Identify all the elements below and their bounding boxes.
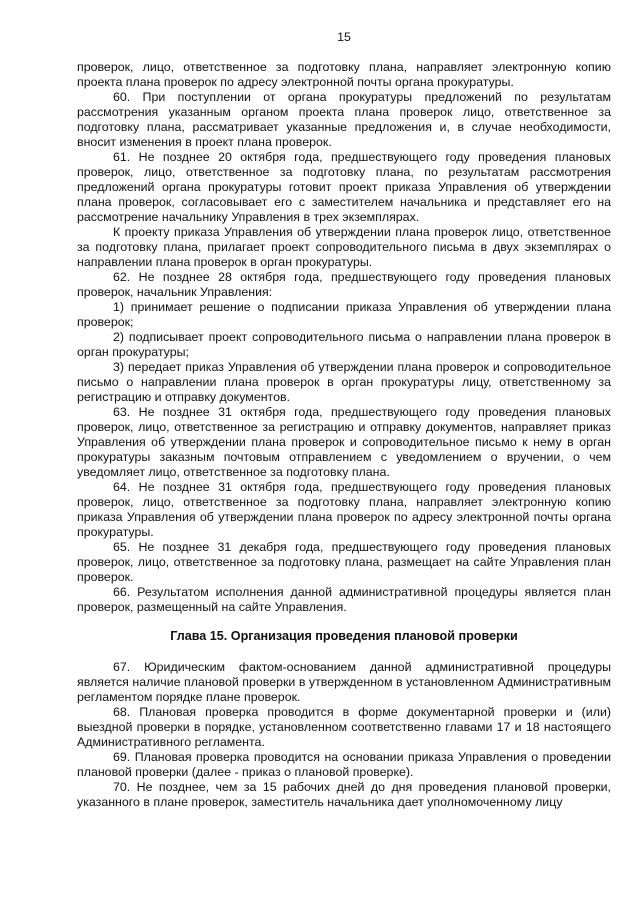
paragraph: К проекту приказа Управления об утверждении плана проверок лицо, ответственное за подготовку плана, прилагает проект сопроводительного письма в двух экземплярах о направлении плана проверок в орган прокуратуры. (77, 225, 611, 269)
paragraph: проверок, лицо, ответственное за подготовку плана, направляет электронную копию проекта плана проверок по адресу электронной почты органа прокуратуры. (77, 60, 611, 89)
paragraph: 63. Не позднее 31 октября года, предшествующего году проведения плановых проверок, лицо, ответственное за регистрацию и отправку документов, направляет приказ Управления об утверждении плана проверок и сопроводительное письмо к нему в орган прокуратуры заказным почтовым отправлением с уведомлением о вручении, о чем уведомляет лицо, ответственное за подготовку плана. (77, 405, 611, 479)
paragraph: 64. Не позднее 31 октября года, предшествующего году проведения плановых проверок, лицо, ответственное за подготовку плана, направляет электронную копию приказа Управления об утверждении плана проверок по адресу электронной почты органа прокуратуры. (77, 480, 611, 539)
chapter-heading: Глава 15. Организация проведения плановой проверки (170, 629, 518, 643)
paragraph: 62. Не позднее 28 октября года, предшествующего году проведения плановых проверок, начальник Управления: (77, 270, 611, 299)
paragraph: 68. Плановая проверка проводится в форме документарной проверки и (или) выездной проверки в порядке, установленном соответственно главами 17 и 18 настоящего Административного регламента. (77, 705, 611, 749)
list-item: 2) подписывает проект сопроводительного письма о направлении плана проверок в орган прокуратуры; (77, 330, 611, 359)
page-number: 15 (337, 30, 351, 44)
paragraph: 61. Не позднее 20 октября года, предшествующего году проведения плановых проверок, лицо, ответственное за подготовку плана, по результатам рассмотрения предложений органа прокуратуры готовит проект приказа Управления об утверждении плана проверок, согласовывает его с заместителем начальника и представляет его на рассмотрение начальнику Управления в трех экземплярах. (77, 150, 611, 224)
text-block-after (77, 660, 611, 810)
text-block-before (77, 60, 611, 615)
paragraph: 60. При поступлении от органа прокуратуры предложений по результатам рассмотрения указанным органом проекта плана проверок лицо, ответственное за подготовку плана, рассматривает указанные предложения и, в случае необходимости, вносит изменения в проект плана проверок. (77, 90, 611, 149)
list-item: 3) передает приказ Управления об утверждении плана проверок и сопроводительное письмо о направлении плана проверок в орган прокуратуры лицу, ответственному за регистрацию и отправку документов. (77, 360, 611, 404)
paragraph: 67. Юридическим фактом-основанием данной административной процедуры является наличие плановой проверки в утвержденном в установленном Административным регламентом порядке плане проверок. (77, 660, 611, 704)
paragraph: 69. Плановая проверка проводится на основании приказа Управления о проведении плановой проверки (далее - приказ о плановой проверке). (77, 750, 611, 779)
list-item: 1) принимает решение о подписании приказа Управления об утверждении плана проверок; (77, 300, 611, 329)
paragraph: 65. Не позднее 31 декабря года, предшествующего году проведения плановых проверок, лицо, ответственное за подготовку плана, размещает на сайте Управления план проверок. (77, 540, 611, 584)
paragraph: 66. Результатом исполнения данной административной процедуры является план проверок, размещенный на сайте Управления. (77, 585, 611, 614)
paragraph: 70. Не позднее, чем за 15 рабочих дней до дня проведения плановой проверки, указанного в плане проверок, заместитель начальника дает уполномоченному лицу (77, 780, 611, 809)
